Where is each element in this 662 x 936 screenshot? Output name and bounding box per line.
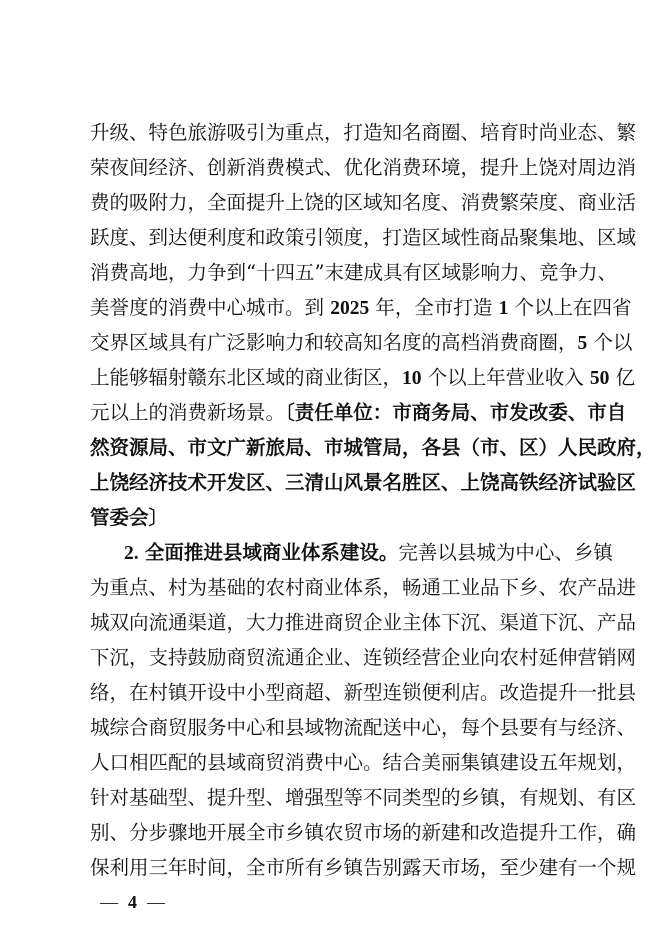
section-number: 2. [124,543,139,564]
body-line: 络，在村镇开设中小型商超、新型连锁便利店。改造提升一批县 [90,681,637,704]
body-line: 城双向流通渠道，大力推进商贸企业主体下沉、渠道下沉、产品 [90,611,637,634]
responsible-units-line: 管委会〕 [90,506,169,529]
body-line: 人口相匹配的县域商贸消费中心。结合美丽集镇建设五年规划， [90,751,637,774]
body-line [90,327,633,359]
body-text: 个以上年营业收入 [421,366,590,389]
body-line [90,362,636,394]
body-line: 消费高地，力争到“十四五”末建成具有区域影响力、竞争力、 [90,261,617,284]
section-heading-line [90,537,613,569]
body-text: 年，全市打造 [369,296,499,319]
body-text: 亿 [609,366,636,389]
page-number: 4 [128,892,137,912]
count-figure: 10 [402,368,422,389]
responsible-units: 〔责任单位：市商务局、市发改委、市自 [285,401,627,424]
body-text: 完善以县城为中心、乡镇 [398,541,613,564]
responsible-units-line: 上饶经济技术开发区、三清山风景名胜区、上饶高铁经济试验区 [90,471,637,494]
body-line: 为重点、村为基础的农村商业体系，畅通工业品下乡、农产品进 [90,576,637,599]
body-text: 个以上在四省 [508,296,632,319]
responsible-units-line: 然资源局、市文广新旅局、市城管局，各县（市、区）人民政府， [90,436,656,459]
count-figure: 5 [577,333,588,354]
body-line: 跃度、到达便利度和政策引领度，打造区域性商品聚集地、区域 [90,226,637,249]
body-line: 荣夜间经济、创新消费模式、优化消费环境，提升上饶对周边消 [90,156,637,179]
body-line: 针对基础型、提升型、增强型等不同类型的乡镇，有规划、有区 [90,786,637,809]
year-figure: 2025 [330,298,370,319]
body-line [90,292,632,324]
body-text: 元以上的消费新场景。 [90,401,286,424]
body-line: 保利用三年时间，全市所有乡镇告别露天市场，至少建有一个规 [90,856,637,879]
body-line: 费的吸附力，全面提升上饶的区域知名度、消费繁荣度、商业活 [90,191,637,214]
body-line: 下沉，支持鼓励商贸流通企业、连锁经营企业向农村延伸营销网 [90,646,637,669]
body-line: 城综合商贸服务中心和县域物流配送中心，每个县要有与经济、 [90,716,637,739]
body-line [90,397,627,429]
body-line: 别、分步骤地开展全市乡镇农贸市场的新建和改造提升工作，确 [90,821,637,844]
body-text: 上能够辐射赣东北区域的商业街区， [90,366,403,389]
body-text: 交界区域具有广泛影响力和较高知名度的高档消费商圈， [90,331,578,354]
count-figure: 1 [498,298,509,319]
revenue-figure: 50 [589,368,610,389]
footer-dash: — [100,892,118,912]
section-heading: 全面推进县域商业体系建设。 [144,541,399,564]
body-line: 升级、特色旅游吸引为重点，打造知名商圈、培育时尚业态、繁 [90,121,637,144]
body-text: 美誉度的消费中心城市。到 [90,296,331,319]
footer-dash: — [147,892,165,912]
page-footer [100,890,165,914]
body-text: 个以 [587,331,633,354]
